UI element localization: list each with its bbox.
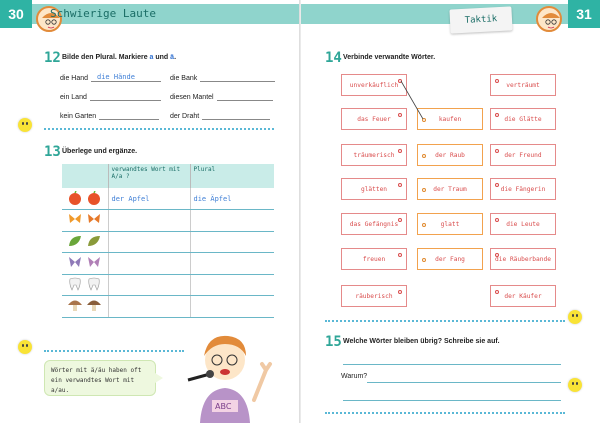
picture-cell [62, 188, 108, 210]
answer-cell[interactable] [190, 296, 274, 318]
word-card-label: unverkäuflich [349, 81, 399, 89]
task-13-instruction: Überlege und ergänze. [62, 148, 138, 155]
example-word-cell: der Apfel [108, 188, 190, 210]
table-header-row [62, 164, 274, 188]
answer-blank[interactable] [200, 72, 275, 82]
answer-cell[interactable] [108, 210, 190, 232]
table-row [62, 296, 274, 318]
smiley-icon [18, 118, 32, 132]
word-card-label: die Räuberbande [495, 255, 551, 263]
picture-cell [62, 296, 108, 318]
word-card-label: der Käufer [504, 292, 542, 300]
butterfly-icon [86, 212, 102, 228]
word-card-label: freuen [362, 255, 386, 263]
smiley-icon [568, 310, 582, 324]
word-card-label: das Gefängnis [349, 220, 399, 228]
word-card-label: verträumt [506, 81, 540, 89]
plural-row [60, 110, 159, 120]
page-title: Schwierige Laute [50, 7, 156, 20]
tooth-icon [86, 277, 102, 293]
task-number-13: 13 [44, 144, 61, 160]
mushroom-icon [86, 298, 102, 314]
word-card-label: glatt [440, 220, 460, 228]
apple-icon [67, 191, 83, 207]
word-card-label: räuberisch [355, 292, 393, 300]
answer-cell[interactable] [108, 296, 190, 318]
dotted-divider [325, 320, 565, 322]
taktik-tag: Taktik [449, 6, 512, 33]
word-card-label: die Glätte [504, 115, 542, 123]
page-number: 31 [568, 0, 600, 28]
mushroom-icon [67, 298, 83, 314]
table-row [62, 210, 274, 232]
singular-word: die Hand [60, 75, 89, 82]
word-card-label: der Freund [504, 151, 542, 159]
picture-cell [62, 231, 108, 253]
table-row [62, 231, 274, 253]
hint-speech-bubble: Wörter mit ä/äu haben oft ein verwandtes Wort mit a/au. [44, 360, 156, 396]
answer-cell[interactable] [190, 231, 274, 253]
smiley-icon [18, 340, 32, 354]
writing-line[interactable] [343, 400, 561, 401]
smiley-icon [568, 378, 582, 392]
answer-cell[interactable] [108, 274, 190, 296]
butterfly-icon [67, 212, 83, 228]
a-marker: a [149, 54, 154, 61]
word-card-label: glätten [360, 185, 388, 193]
singing-kid-illustration [170, 330, 280, 423]
left-page [0, 0, 299, 423]
plural-row [60, 91, 161, 101]
tooth-icon [67, 277, 83, 293]
answer-blank[interactable] [90, 91, 161, 101]
answer-blank[interactable] [99, 110, 159, 120]
table-header-plural: Plural [190, 164, 274, 188]
word-card-label: das Feuer [357, 115, 391, 123]
word-card-label: die Leute [506, 220, 540, 228]
word-card-label: die Fängerin [500, 185, 546, 193]
answer-cell[interactable] [108, 253, 190, 275]
singular-word: diesen Mantel [170, 94, 214, 101]
plural-table [62, 164, 274, 318]
instruction-part: Bilde den Plural. Markiere [62, 54, 150, 61]
leaf-icon [86, 234, 102, 250]
answer-blank[interactable] [202, 110, 270, 120]
task-number-14: 14 [325, 50, 342, 66]
handwritten-answer: die Hände [97, 73, 135, 81]
table-row [62, 188, 274, 210]
why-label: Warum? [341, 373, 368, 380]
writing-line[interactable] [343, 364, 561, 365]
word-card-label: träumerisch [353, 151, 395, 159]
word-card-label: der Traum [433, 185, 467, 193]
plural-row [170, 110, 270, 120]
instruction-part: . [174, 54, 177, 61]
example-plural-cell: die Äpfel [190, 188, 274, 210]
moth-icon [86, 255, 102, 271]
word-card-label: der Fang [435, 255, 465, 263]
svg-text:ABC: ABC [215, 402, 232, 411]
answer-cell[interactable] [190, 210, 274, 232]
task-15-instruction: Welche Wörter bleiben übrig? Schreibe sie auf. [343, 338, 500, 345]
singular-word: kein Garten [60, 113, 97, 120]
example-connector-line [301, 0, 600, 423]
why-row [341, 373, 367, 380]
task-number-12: 12 [44, 50, 61, 66]
ae-marker: ä [170, 54, 175, 61]
plural-row [170, 91, 273, 101]
right-page [301, 0, 600, 423]
leaf-icon [67, 234, 83, 250]
task-14-instruction: Verbinde verwandte Wörter. [343, 54, 436, 61]
answer-blank[interactable] [217, 91, 273, 101]
task-12-instruction [62, 54, 176, 61]
moth-icon [67, 255, 83, 271]
word-card-label: der Raub [435, 151, 465, 159]
answer-cell[interactable] [190, 274, 274, 296]
dotted-divider [325, 412, 565, 414]
plural-row [170, 72, 275, 82]
word-card-label: kaufen [438, 115, 462, 123]
table-header-word: verwandtes Wort mit A/a ? [108, 164, 190, 188]
page-number: 30 [0, 0, 32, 28]
picture-cell [62, 274, 108, 296]
dotted-divider [44, 350, 184, 352]
answer-cell[interactable] [190, 253, 274, 275]
writing-line[interactable] [367, 382, 561, 383]
picture-cell [62, 210, 108, 232]
dotted-divider [44, 128, 274, 130]
singular-word: die Bank [170, 75, 198, 82]
picture-cell [62, 253, 108, 275]
table-header-pictures [62, 164, 108, 188]
singular-word: ein Land [60, 94, 87, 101]
table-row [62, 274, 274, 296]
answer-cell[interactable] [108, 231, 190, 253]
table-row [62, 253, 274, 275]
task-number-15: 15 [325, 334, 342, 350]
singular-word: der Draht [170, 113, 200, 120]
instruction-part: und [153, 54, 171, 61]
apple-icon [86, 191, 102, 207]
